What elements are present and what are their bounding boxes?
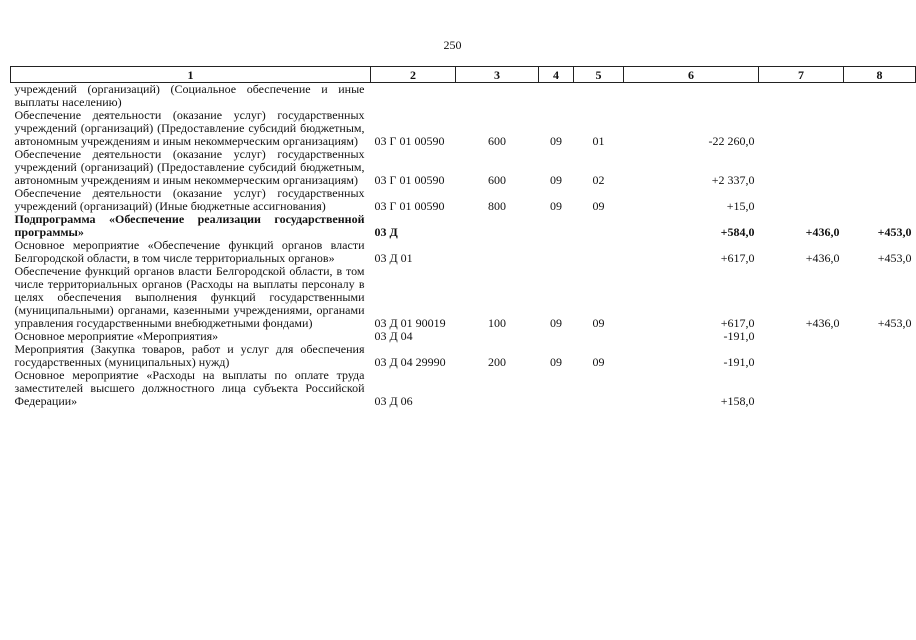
table-row <box>11 148 916 187</box>
row-amount-year-1: +584,0 <box>720 225 755 239</box>
row-code: 03 Г 01 00590 <box>374 199 445 213</box>
row-section <box>539 330 574 343</box>
row-amount-year-2: +436,0 <box>805 225 840 239</box>
row-code: 03 Д 01 90019 <box>374 316 446 330</box>
row-subsection: 09 <box>592 199 605 213</box>
row-amount-year-3: +453,0 <box>877 251 912 265</box>
row-expense-type <box>456 213 539 239</box>
table-row <box>11 109 916 148</box>
row-amount-year-1 <box>624 83 759 110</box>
row-subsection: 01 <box>592 134 605 148</box>
table-row <box>11 369 916 408</box>
row-amount-year-1: +617,0 <box>720 251 755 265</box>
row-description: Обеспечение деятельности (оказание услуг) государственных учреждений (организаций) (Предоставление субсидий бюджетным, автономным учреждениям и иным некоммерческим организациям) <box>14 147 365 187</box>
row-description: Обеспечение функций органов власти Белгородской области, в том числе территориальных органов (Расходы на выплаты персоналу в целях обеспечения выполнения функций государственными (муниципальными) органами, казенными учреждениями, органами управления государственными внебюджетными фондами) <box>14 264 365 330</box>
row-amount-year-3 <box>844 330 916 343</box>
column-header-2: 2 <box>371 67 456 83</box>
row-section <box>539 369 574 408</box>
table-row <box>11 343 916 369</box>
row-section: 09 <box>550 134 562 148</box>
row-expense-type <box>456 369 539 408</box>
budget-table <box>10 66 916 408</box>
row-code <box>371 83 456 110</box>
row-subsection: 02 <box>592 173 605 187</box>
column-header-4: 4 <box>539 67 574 83</box>
row-section <box>539 213 574 239</box>
row-description: учреждений (организаций) (Социальное обеспечение и иные выплаты населению) <box>14 82 365 109</box>
row-description: Мероприятия (Закупка товаров, работ и услуг для обеспечения государственных (муниципальных) нужд) <box>14 342 365 369</box>
row-description: Основное мероприятие «Мероприятия» <box>14 329 219 343</box>
column-header-1: 1 <box>11 67 371 83</box>
row-amount-year-1: +2 337,0 <box>711 173 755 187</box>
row-subsection <box>574 213 624 239</box>
column-header-3: 3 <box>456 67 539 83</box>
row-section <box>539 83 574 110</box>
row-expense-type <box>456 239 539 265</box>
column-header-5: 5 <box>574 67 624 83</box>
row-amount-year-2 <box>759 148 844 187</box>
row-amount-year-2: +436,0 <box>805 316 840 330</box>
row-code: 03 Д 04 29990 <box>374 355 446 369</box>
table-row <box>11 265 916 330</box>
row-expense-type <box>456 330 539 343</box>
row-description: Обеспечение деятельности (оказание услуг) государственных учреждений (организаций) (Предоставление субсидий бюджетным, автономным учреждениям и иным некоммерческим организациям) <box>14 108 365 148</box>
row-subsection <box>574 239 624 265</box>
row-expense-type: 600 <box>488 173 506 187</box>
row-amount-year-2: +436,0 <box>805 251 840 265</box>
row-section: 09 <box>550 355 562 369</box>
row-amount-year-1: +15,0 <box>726 199 755 213</box>
row-amount-year-2 <box>759 187 844 213</box>
row-amount-year-2 <box>759 369 844 408</box>
row-description: Основное мероприятие «Обеспечение функций органов власти Белгородской области, в том числе территориальных органов» <box>14 238 365 265</box>
row-section: 09 <box>550 199 562 213</box>
row-code: 03 Г 01 00590 <box>374 173 445 187</box>
row-amount-year-2 <box>759 330 844 343</box>
row-amount-year-1: +158,0 <box>720 394 755 408</box>
row-amount-year-3 <box>844 109 916 148</box>
column-header-8: 8 <box>844 67 916 83</box>
table-row <box>11 213 916 239</box>
row-code: 03 Г 01 00590 <box>374 134 445 148</box>
table-header <box>11 67 916 83</box>
row-section: 09 <box>550 316 562 330</box>
row-section: 09 <box>550 173 562 187</box>
row-code: 03 Д 01 <box>374 251 413 265</box>
row-code: 03 Д 04 <box>374 329 413 343</box>
row-section <box>539 239 574 265</box>
row-amount-year-3 <box>844 369 916 408</box>
row-code: 03 Д 06 <box>374 394 413 408</box>
page-number: 250 <box>443 38 462 52</box>
row-expense-type: 800 <box>488 199 506 213</box>
table-body <box>11 83 916 409</box>
row-amount-year-2 <box>759 343 844 369</box>
row-expense-type <box>456 83 539 110</box>
table-row <box>11 239 916 265</box>
row-expense-type: 200 <box>488 355 506 369</box>
row-amount-year-3: +453,0 <box>877 316 912 330</box>
column-header-6: 6 <box>624 67 759 83</box>
row-description: Основное мероприятие «Расходы на выплаты по оплате труда заместителей высшего должностного лица субъекта Российской Федерации» <box>14 368 365 408</box>
row-amount-year-3: +453,0 <box>877 225 912 239</box>
row-amount-year-1: -22 260,0 <box>708 134 755 148</box>
row-amount-year-3 <box>844 148 916 187</box>
row-amount-year-1: -191,0 <box>723 355 755 369</box>
row-amount-year-1: -191,0 <box>723 329 755 343</box>
row-subsection <box>574 369 624 408</box>
table-row <box>11 187 916 213</box>
row-description: Подпрограмма «Обеспечение реализации государственной программы» <box>14 212 365 239</box>
row-amount-year-2 <box>759 83 844 110</box>
row-amount-year-2 <box>759 109 844 148</box>
row-subsection: 09 <box>592 355 605 369</box>
row-subsection <box>574 83 624 110</box>
header-row <box>11 67 916 83</box>
row-amount-year-3 <box>844 83 916 110</box>
row-amount-year-1: +617,0 <box>720 316 755 330</box>
row-expense-type: 100 <box>488 316 506 330</box>
row-expense-type: 600 <box>488 134 506 148</box>
row-code: 03 Д <box>374 225 398 239</box>
column-header-7: 7 <box>759 67 844 83</box>
row-amount-year-3 <box>844 343 916 369</box>
row-description: Обеспечение деятельности (оказание услуг) государственных учреждений (организаций) (Иные бюджетные ассигнования) <box>14 186 365 213</box>
row-subsection <box>574 330 624 343</box>
table-row <box>11 83 916 110</box>
row-subsection: 09 <box>592 316 605 330</box>
row-amount-year-3 <box>844 187 916 213</box>
